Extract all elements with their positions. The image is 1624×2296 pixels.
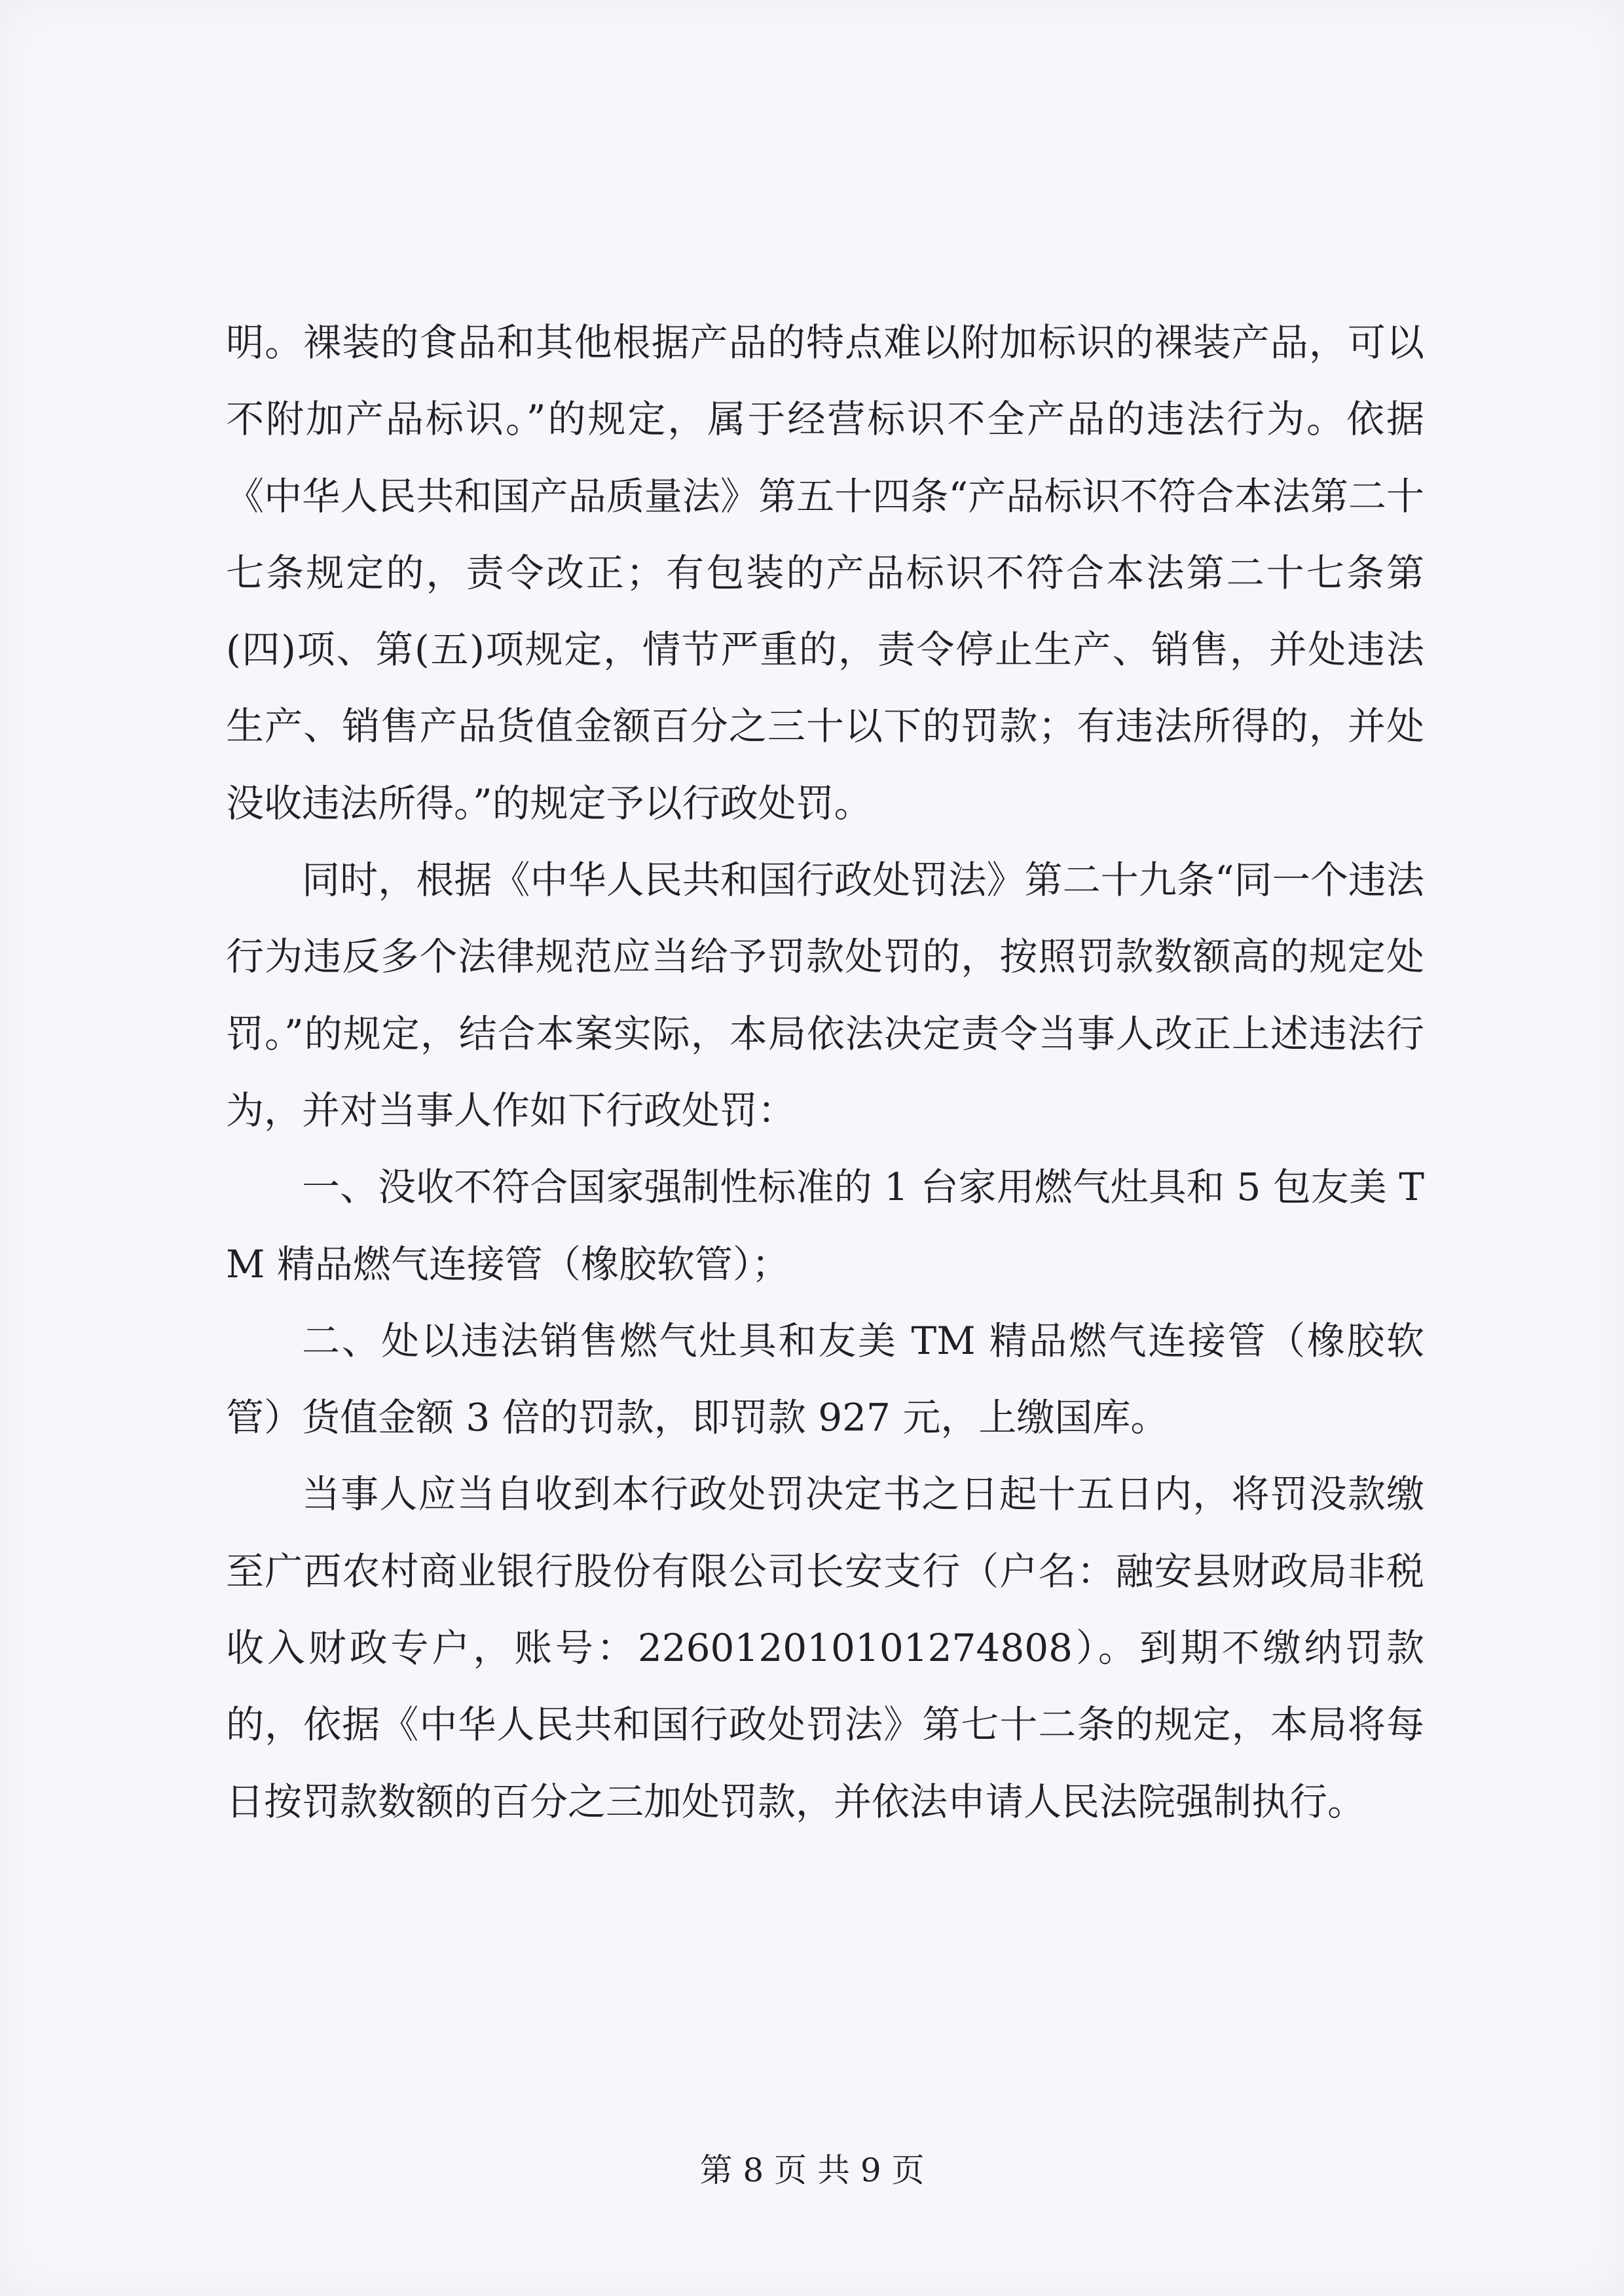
paragraph-payment-instructions: 当事人应当自收到本行政处罚决定书之日起十五日内，将罚没款缴至广西农村商业银行股份有限公司长安支行（户名：融安县财政局非税收入财政专户，账号：226012010101274808）。到期不缴纳罚款的，依据《中华人民共和国行政处罚法》第七十二条的规定，本局将每日按罚款数额的百分之三加处罚款，并依法申请人民法院强制执行。 — [226, 1472, 1424, 1824]
paragraph-penalty-item-1: 一、没收不符合国家强制性标准的 1 台家用燃气灶具和 5 包友美 TM 精品燃气连接管（橡胶软管）； — [226, 1165, 1424, 1286]
paragraph-continuation: 明。裸装的食品和其他根据产品的特点难以附加标识的裸装产品，可以不附加产品标识。”的规定，属于经营标识不全产品的违法行为。依据《中华人民共和国产品质量法》第五十四条“产品标识不符合本法第二十七条规定的，责令改正；有包装的产品标识不符合本法第二十七条第(四)项、第(五)项规定，情节严重的，责令停止生产、销售，并处违法生产、销售产品货值金额百分之三十以下的罚款；有违法所得的，并处没收违法所得。”的规定予以行政处罚。 — [226, 320, 1424, 826]
document-body — [226, 304, 1424, 1840]
page-number-footer: 第 8 页 共 9 页 — [699, 2151, 925, 2189]
paragraph-legal-basis: 同时，根据《中华人民共和国行政处罚法》第二十九条“同一个违法行为违反多个法律规范应当给予罚款处罚的，按照罚款数额高的规定处罚。”的规定，结合本案实际，本局依法决定责令当事人改正上述违法行为，并对当事人作如下行政处罚： — [226, 858, 1424, 1133]
paragraph-penalty-item-2: 二、处以违法销售燃气灶具和友美 TM 精品燃气连接管（橡胶软管）货值金额 3 倍的罚款，即罚款 927 元，上缴国库。 — [226, 1318, 1424, 1440]
